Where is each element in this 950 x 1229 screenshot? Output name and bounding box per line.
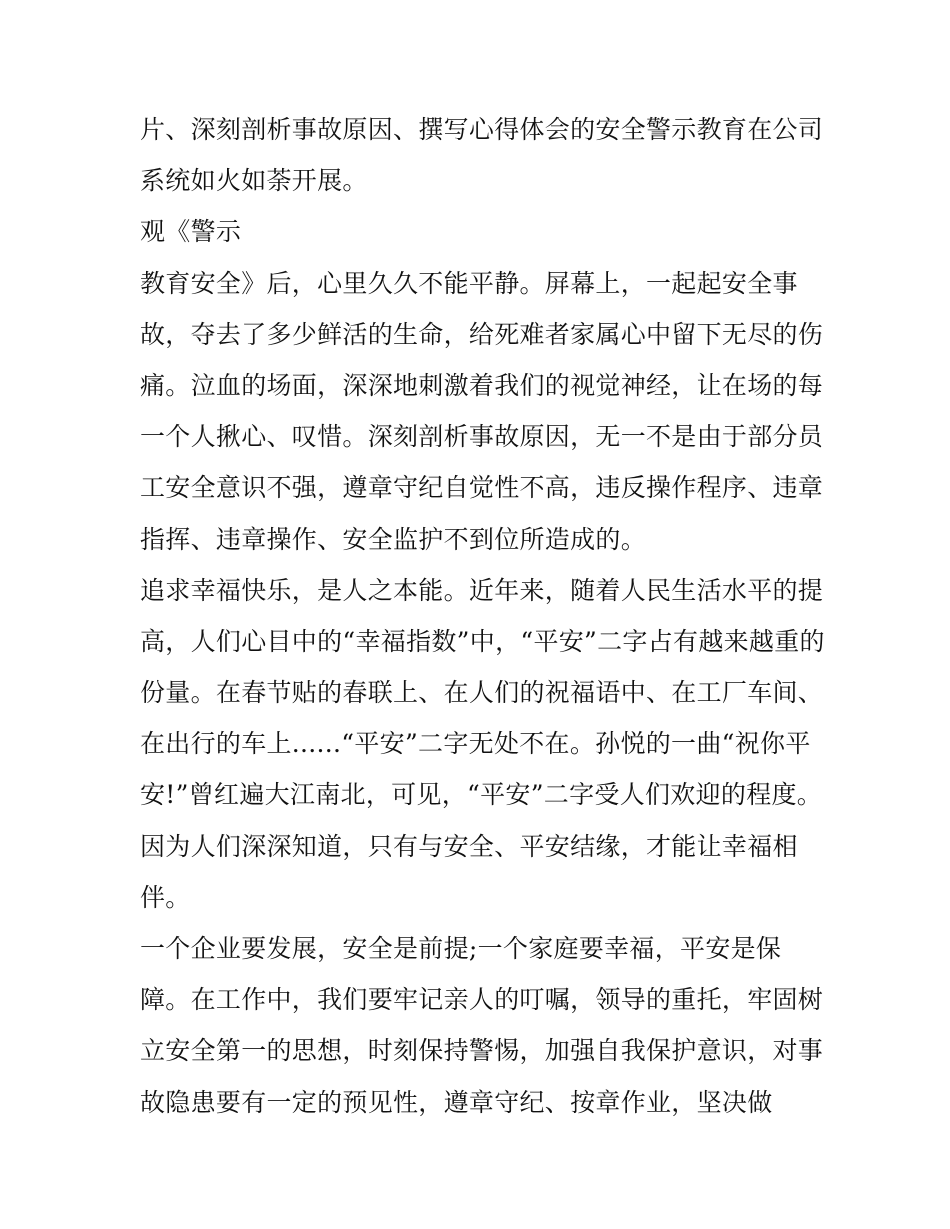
text-line: 指挥、违章操作、安全监护不到位所造成的。 [140,524,647,554]
text-line: 系统如火如荼开展。 [140,166,368,196]
body-text [140,104,830,1128]
text-line: 立安全第一的思想，时刻保持警惕，加强自我保护意识，对事 [140,1036,824,1066]
text-line: 故隐患要有一定的预见性，遵章守纪、按章作业，坚决做 [140,1087,773,1117]
text-line: 因为人们深深知道，只有与安全、平安结缘，才能让幸福相 [140,831,798,861]
text-line: 痛。泣血的场面，深深地刺激着我们的视觉神经，让在场的每 [140,370,824,400]
text-line: 障。在工作中，我们要牢记亲人的叮嘱，领导的重托，牢固树 [140,985,824,1015]
text-line: 故，夺去了多少鲜活的生命，给死难者家属心中留下无尽的伤 [140,319,824,349]
text-line: 一个人揪心、叹惜。深刻剖析事故原因，无一不是由于部分员 [140,422,824,452]
text-line: 安!”曾红遍大江南北，可见，“平安”二字受人们欢迎的程度。 [140,780,823,810]
text-line: 观《警示 [140,217,242,247]
text-line: 伴。 [140,882,191,912]
text-line: 片、深刻剖析事故原因、撰写心得体会的安全警示教育在公司 [140,115,824,144]
text-line: 高，人们心目中的“幸福指数”中，“平安”二字占有越来越重的 [140,626,825,656]
text-line: 追求幸福快乐，是人之本能。近年来，随着人民生活水平的提 [140,575,824,605]
text-line: 教育安全》后，心里久久不能平静。屏幕上，一起起安全事 [140,268,798,298]
text-line: 一个企业要发展，安全是前提;一个家庭要幸福，平安是保 [140,934,782,963]
text-line: 工安全意识不强，遵章守纪自觉性不高，违反操作程序、违章 [140,473,824,503]
text-line: 在出行的车上......“平安”二字无处不在。孙悦的一曲“祝你平 [140,729,811,759]
text-line: 份量。在春节贴的春联上、在人们的祝福语中、在工厂车间、 [140,678,824,708]
